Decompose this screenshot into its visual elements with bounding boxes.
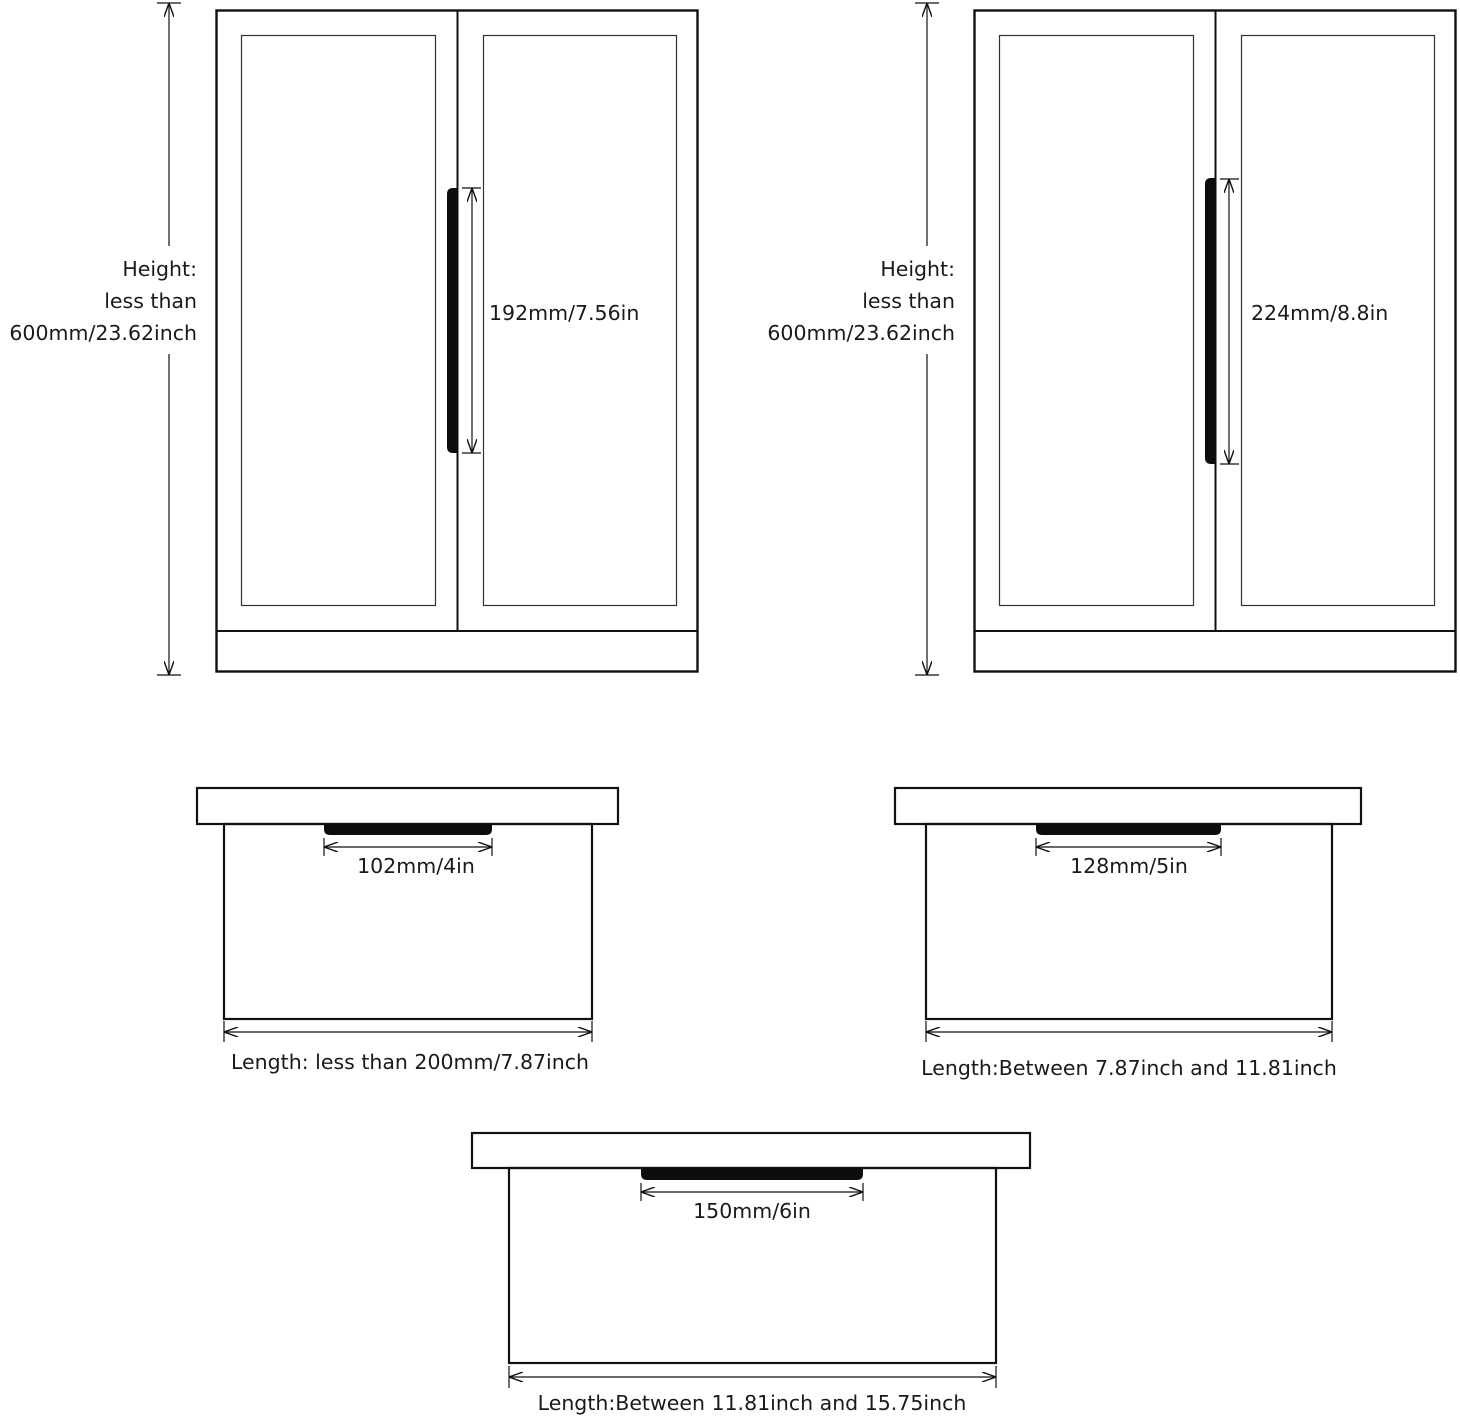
drawer-128mm bbox=[895, 788, 1361, 1080]
door-handle bbox=[1205, 178, 1216, 464]
height-label-line-2: less than bbox=[104, 289, 197, 313]
cabinet-224mm bbox=[767, 3, 1455, 675]
drawer-handle bbox=[1036, 824, 1221, 835]
height-label-line-3: 600mm/23.62inch bbox=[767, 321, 955, 345]
handle-length-label: 192mm/7.56in bbox=[489, 301, 640, 325]
handle-length-label: 128mm/5in bbox=[1070, 854, 1188, 878]
height-label-line-1: Height: bbox=[880, 257, 955, 281]
drawer-102mm bbox=[197, 788, 618, 1074]
handle-length-label: 102mm/4in bbox=[357, 854, 475, 878]
drawer-box bbox=[509, 1168, 996, 1363]
drawer-front bbox=[895, 788, 1361, 824]
cabinet-192mm bbox=[9, 3, 697, 675]
drawer-front bbox=[472, 1133, 1030, 1168]
drawer-length-label: Length: less than 200mm/7.87inch bbox=[231, 1050, 589, 1074]
drawer-length-label: Length:Between 11.81inch and 15.75inch bbox=[537, 1391, 967, 1415]
drawer-handle bbox=[324, 824, 492, 835]
left-door-panel bbox=[242, 36, 436, 606]
height-label-line-2: less than bbox=[862, 289, 955, 313]
drawer-handle bbox=[641, 1168, 863, 1180]
left-door-panel bbox=[1000, 36, 1194, 606]
height-label-line-1: Height: bbox=[122, 257, 197, 281]
drawer-150mm bbox=[472, 1133, 1030, 1415]
drawer-front bbox=[197, 788, 618, 824]
drawer-length-label: Length:Between 7.87inch and 11.81inch bbox=[921, 1056, 1337, 1080]
handle-length-label: 150mm/6in bbox=[693, 1199, 811, 1223]
door-handle bbox=[447, 188, 458, 453]
handle-length-label: 224mm/8.8in bbox=[1251, 301, 1389, 325]
height-label-line-3: 600mm/23.62inch bbox=[9, 321, 197, 345]
